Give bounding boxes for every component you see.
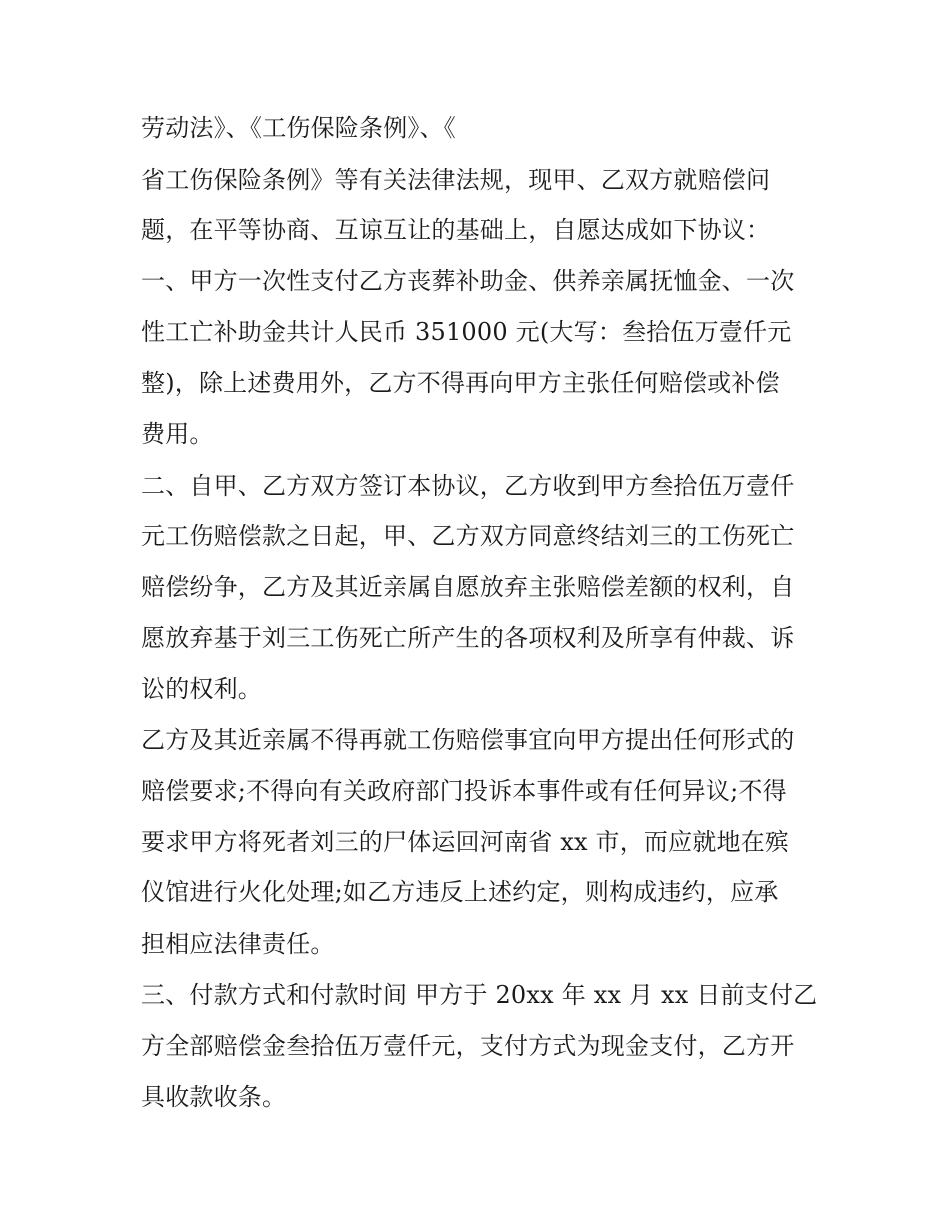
text-line: 仪馆进行火化处理;如乙方违反上述约定，则构成违约，应承 xyxy=(141,878,779,906)
text-line: 费用。 xyxy=(141,420,214,448)
text-line: 赔偿纷争，乙方及其近亲属自愿放弃主张赔偿差额的权利，自 xyxy=(141,573,795,601)
text-line: 愿放弃基于刘三工伤死亡所产生的各项权利及所享有仲裁、诉 xyxy=(141,624,795,652)
text-line: 劳动法》、《工伤保险条例》、《 xyxy=(141,114,456,142)
text-line: 担相应法律责任。 xyxy=(141,930,335,958)
text-line: 讼的权利。 xyxy=(141,675,262,703)
text-line: 一、甲方一次性支付乙方丧葬补助金、供养亲属抚恤金、一次 xyxy=(141,267,795,295)
text-line: 整)，除上述费用外，乙方不得再向甲方主张任何赔偿或补偿 xyxy=(141,369,780,397)
text-line: 具收款收条。 xyxy=(141,1083,287,1111)
text-line: 省工伤保险条例》等有关法律法规，现甲、乙双方就赔偿问 xyxy=(141,166,771,194)
text-line: 三、付款方式和付款时间 甲方于 20xx 年 xx 月 xx 日前支付乙 xyxy=(141,981,818,1009)
text-line: 赔偿要求;不得向有关政府部门投诉本事件或有任何异议;不得 xyxy=(141,777,787,805)
text-line: 二、自甲、乙方双方签订本协议，乙方收到甲方叁拾伍万壹仟 xyxy=(141,472,795,500)
text-line: 要求甲方将死者刘三的尸体运回河南省 xx 市，而应就地在殡 xyxy=(141,828,790,856)
text-line: 乙方及其近亲属不得再就工伤赔偿事宜向甲方提出任何形式的 xyxy=(141,726,795,754)
text-line: 方全部赔偿金叁拾伍万壹仟元，支付方式为现金支付，乙方开 xyxy=(141,1032,795,1060)
text-line: 元工伤赔偿款之日起，甲、乙方双方同意终结刘三的工伤死亡 xyxy=(141,522,795,550)
text-line: 题，在平等协商、互谅互让的基础上，自愿达成如下协议： xyxy=(141,216,771,244)
text-line: 性工亡补助金共计人民币 351000 元(大写：叁拾伍万壹仟元 xyxy=(141,318,792,346)
